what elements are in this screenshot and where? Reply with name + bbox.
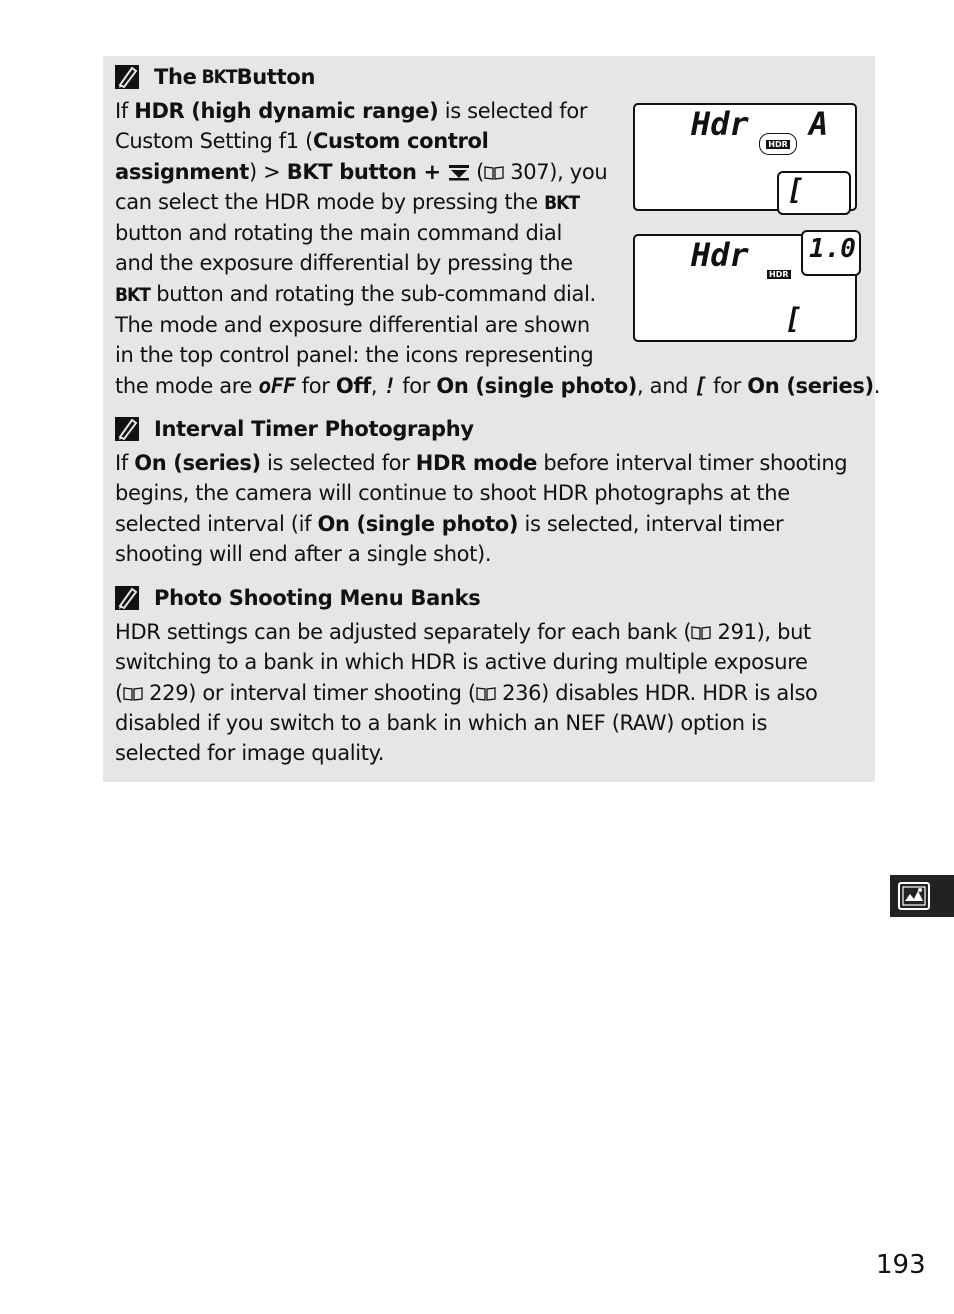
book-icon [691, 626, 711, 640]
mode-series-glyph: [ [694, 373, 707, 398]
lcd-hdr-label: Hdr [691, 236, 749, 274]
bkt-paragraph: If HDR (high dynamic range) is selected for Custom Setting f1 (Custom control assignment) > BKT button + ( 307), you can select the HDR mode by pressing the BKT button and rotating the main command dial and the exposure differential by pressing the BKT button and rotating the sub-command dial. The mode and exposure differential are shown in the top control panel: the icons representing the mode are oFF for Off, ! for On (single photo), and [ for On (series). [115, 99, 881, 398]
note-box [103, 56, 881, 782]
pencil-note-icon [115, 65, 139, 89]
mode-off-glyph: oFF [258, 373, 296, 398]
shooting-menu-tab-icon [890, 875, 954, 917]
pencil-note-icon [115, 417, 139, 441]
book-icon [484, 166, 504, 180]
lcd-highlight-frame [777, 171, 851, 215]
interval-paragraph: If On (series) is selected for HDR mode before interval timer shooting begins, the camera will continue to shoot HDR photographs at the selected interval (if On (single photo) is selected, interval timer shooting will end after a single shot). [115, 451, 848, 566]
pencil-note-icon [115, 586, 139, 610]
control-panel-differential-display [633, 234, 857, 342]
heading-text: Interval Timer Photography [154, 417, 474, 441]
hdr-badge: HDR [769, 269, 789, 279]
lcd-hdr-label: Hdr [691, 105, 749, 143]
banks-paragraph: HDR settings can be adjusted separately for each bank ( 291), but switching to a bank in which HDR is active during multiple exposure ( 229) or interval timer shooting ( 236) disables HDR. HDR is also disabled if you switch to a bank in which an NEF (RAW) option is selected for image quality. [115, 620, 818, 766]
lcd-series-glyph: [ [785, 302, 802, 335]
book-icon [476, 687, 496, 701]
chapter-tab[interactable] [890, 875, 954, 917]
page-number: 193 [876, 1250, 926, 1280]
mode-single-glyph: ! [383, 373, 396, 398]
fn-button-icon [448, 163, 470, 181]
bkt-label: BKT [201, 66, 237, 88]
lcd-highlight-frame [801, 230, 861, 276]
lcd-differential-value: 1.0 [809, 234, 856, 264]
lcd-series-glyph: [ [787, 173, 804, 206]
hdr-badge: HDR [759, 133, 797, 155]
section-heading-interval [115, 415, 474, 443]
heading-text: The [154, 65, 197, 89]
heading-text: Photo Shooting Menu Banks [154, 586, 481, 610]
control-panel-mode-display [633, 103, 857, 211]
heading-text: Button [236, 65, 316, 89]
book-icon [123, 687, 143, 701]
lcd-mode-value: A [809, 105, 829, 143]
section-heading-bkt [115, 63, 315, 91]
section-heading-banks [115, 584, 480, 612]
